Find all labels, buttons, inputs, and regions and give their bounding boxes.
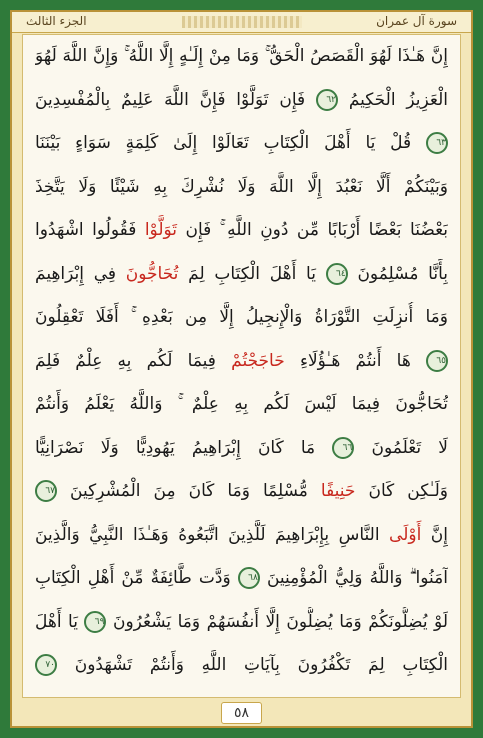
verse-text: فَإِن تَوَلَّوْا فَإِنَّ اللَّهَ عَلِيمٌ بِالْمُفْسِدِينَ — [35, 89, 316, 110]
verse-text: بِأَنَّا مُسْلِمُونَ — [347, 263, 448, 284]
verse-text: فِيمَا لَكُم بِهِ عِلْمٌ فَلِمَ — [35, 350, 232, 371]
verse-text: وَدَّت طَّائِفَةٌ مِّنْ أَهْلِ الْكِتَابِ — [35, 568, 238, 588]
ayah-number-marker: ٦٤ — [326, 263, 348, 285]
verse-line — [35, 433, 448, 463]
verse-text: لَوْ يُضِلُّونَكُمْ وَمَا يُضِلُّونَ إِلَّا أَنفُسَهُمْ وَمَا يَشْعُرُونَ — [106, 611, 448, 632]
verse-text: هَا أَنتُمْ هَـٰؤُلَاءِ — [284, 350, 426, 371]
verse-text: إِنَّ — [421, 524, 448, 545]
ayah-number-marker: ٦٨ — [238, 567, 260, 589]
verse-line — [35, 520, 448, 550]
verse-text: تُحَاجُّونَ فِيمَا لَيْسَ لَكُم بِهِ عِلْمٌ ۚ وَاللَّهُ يَعْلَمُ وَأَنتُمْ — [35, 394, 448, 414]
highlighted-word: حَاجَجْتُمْ — [231, 350, 285, 371]
verse-text: لَا تَعْلَمُونَ — [354, 437, 448, 458]
verse-line — [35, 476, 448, 506]
verse-text: مَا كَانَ إِبْرَاهِيمُ يَهُودِيًّا وَلَا نَصْرَانِيًّا — [35, 437, 333, 458]
ayah-number-marker: ٦٥ — [426, 350, 448, 372]
verse-text: قُلْ يَا أَهْلَ الْكِتَابِ تَعَالَوْا إِلَىٰ كَلِمَةٍ سَوَاءٍ بَيْنَنَا — [35, 133, 426, 153]
verse-text: الْعَزِيزُ الْحَكِيمُ — [338, 89, 448, 110]
verse-line — [35, 607, 448, 637]
verse-line — [35, 302, 448, 332]
ayah-number-marker: ٦٧ — [35, 480, 57, 502]
verse-line — [35, 41, 448, 71]
ayah-number-marker: ٦٢ — [316, 89, 338, 111]
verse-text: الْكِتَابِ لِمَ تَكْفُرُونَ بِآيَاتِ اللَّهِ وَأَنتُمْ تَشْهَدُونَ — [57, 655, 448, 675]
verse-line — [35, 85, 448, 115]
ayah-number-marker: ٦٩ — [84, 611, 106, 633]
highlighted-word: حَنِيفًا — [320, 481, 356, 501]
header-ornament — [182, 16, 302, 28]
ayah-number-marker: ٦٣ — [426, 132, 448, 154]
verse-text: وَلَـٰكِن كَانَ — [355, 481, 448, 501]
page-number: ٥٨ — [221, 702, 262, 724]
juz-label: الجزء الثالث — [26, 14, 87, 28]
page-footer — [0, 702, 483, 724]
verse-text: إِنَّ هَـٰذَا لَهُوَ الْقَصَصُ الْحَقُّ ۚ وَمَا مِنْ إِلَـٰهٍ إِلَّا اللَّهُ ۚ وَإِنَّ اللَّهَ لَهُوَ — [35, 46, 448, 66]
verse-text: يَا أَهْلَ الْكِتَابِ لِمَ — [178, 263, 326, 284]
ayah-number-marker: ٦٦ — [332, 437, 354, 459]
verse-text: وَبَيْنَكُمْ أَلَّا نَعْبُدَ إِلَّا اللَّهَ وَلَا نُشْرِكَ بِهِ شَيْئًا وَلَا يَتَّخِذَ — [35, 176, 448, 197]
verse-text: آمَنُوا ۗ وَاللَّهُ وَلِيُّ الْمُؤْمِنِينَ — [259, 568, 448, 588]
verse-text: يَا أَهْلَ — [35, 611, 85, 632]
verse-line — [35, 128, 448, 158]
highlighted-word: أَوْلَى — [389, 524, 422, 545]
verse-text: مُّسْلِمًا وَمَا كَانَ مِنَ الْمُشْرِكِينَ — [57, 481, 321, 501]
verse-line — [35, 650, 448, 680]
verse-line — [35, 389, 448, 419]
verse-line — [35, 346, 448, 376]
ayah-number-marker: ٧٠ — [35, 654, 57, 676]
verse-text: فَقُولُوا اشْهَدُوا — [35, 220, 145, 240]
verse-text: النَّاسِ بِإِبْرَاهِيمَ لَلَّذِينَ اتَّبَعُوهُ وَهَـٰذَا النَّبِيُّ وَالَّذِينَ — [35, 524, 390, 545]
highlighted-word: تَوَلَّوْا — [144, 220, 178, 240]
verse-text: بَعْضُنَا بَعْضًا أَرْبَابًا مِّن دُونِ اللَّهِ ۚ فَإِن — [177, 220, 448, 240]
highlighted-word: تُحَاجُّونَ — [125, 263, 179, 284]
verse-line — [35, 259, 448, 289]
page-header — [12, 12, 471, 33]
quran-text-area — [22, 34, 461, 698]
verse-line — [35, 563, 448, 593]
verse-text: وَمَا أُنزِلَتِ التَّوْرَاةُ وَالْإِنجِيلُ إِلَّا مِن بَعْدِهِ ۚ أَفَلَا تَعْقِلُونَ — [35, 307, 448, 327]
verse-line — [35, 215, 448, 245]
verse-line — [35, 172, 448, 202]
surah-label: سورة آل عمران — [376, 14, 457, 28]
verse-text: فِي إِبْرَاهِيمَ — [35, 263, 126, 284]
